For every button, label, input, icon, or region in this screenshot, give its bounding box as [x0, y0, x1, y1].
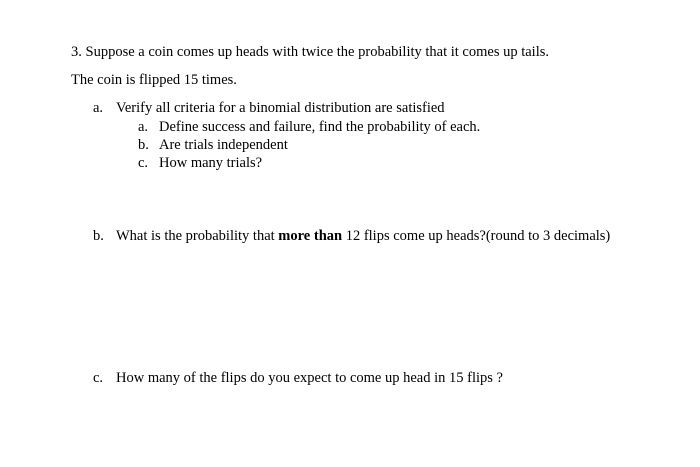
part-b: [93, 227, 610, 245]
problem-statement-line-1: [71, 43, 549, 61]
part-b-text-bold: more than: [278, 228, 343, 244]
part-a-text: Verify all criteria for a binomial distribution are satisfied: [116, 100, 445, 116]
subpart-a-text: Define success and failure, find the probability of each.: [159, 119, 481, 135]
part-a-marker: a.: [93, 100, 104, 116]
subpart-c: [138, 154, 262, 172]
subpart-c-marker: c.: [138, 155, 149, 171]
problem-statement-text: Suppose a coin comes up heads with twice the probability that it comes up tails.: [85, 44, 550, 60]
part-b-marker: b.: [93, 228, 104, 244]
part-c-text: How many of the flips do you expect to come up head in 15 flips ?: [116, 370, 503, 386]
subpart-a-marker: a.: [138, 119, 149, 135]
problem-number: 3.: [71, 44, 82, 60]
subpart-b-text: Are trials independent: [159, 137, 288, 153]
subpart-c-text: How many trials?: [159, 155, 263, 171]
problem-statement-line-2: The coin is flipped 15 times.: [71, 72, 237, 88]
part-b-text-before: What is the probability that: [116, 228, 279, 244]
part-b-text-after: 12 flips come up heads?(round to 3 decimals): [342, 228, 611, 244]
subpart-a: [138, 118, 480, 136]
part-c: [93, 369, 503, 387]
subpart-b-marker: b.: [138, 137, 149, 153]
part-c-marker: c.: [93, 370, 104, 386]
subpart-b: [138, 136, 288, 154]
part-a: [93, 99, 445, 117]
